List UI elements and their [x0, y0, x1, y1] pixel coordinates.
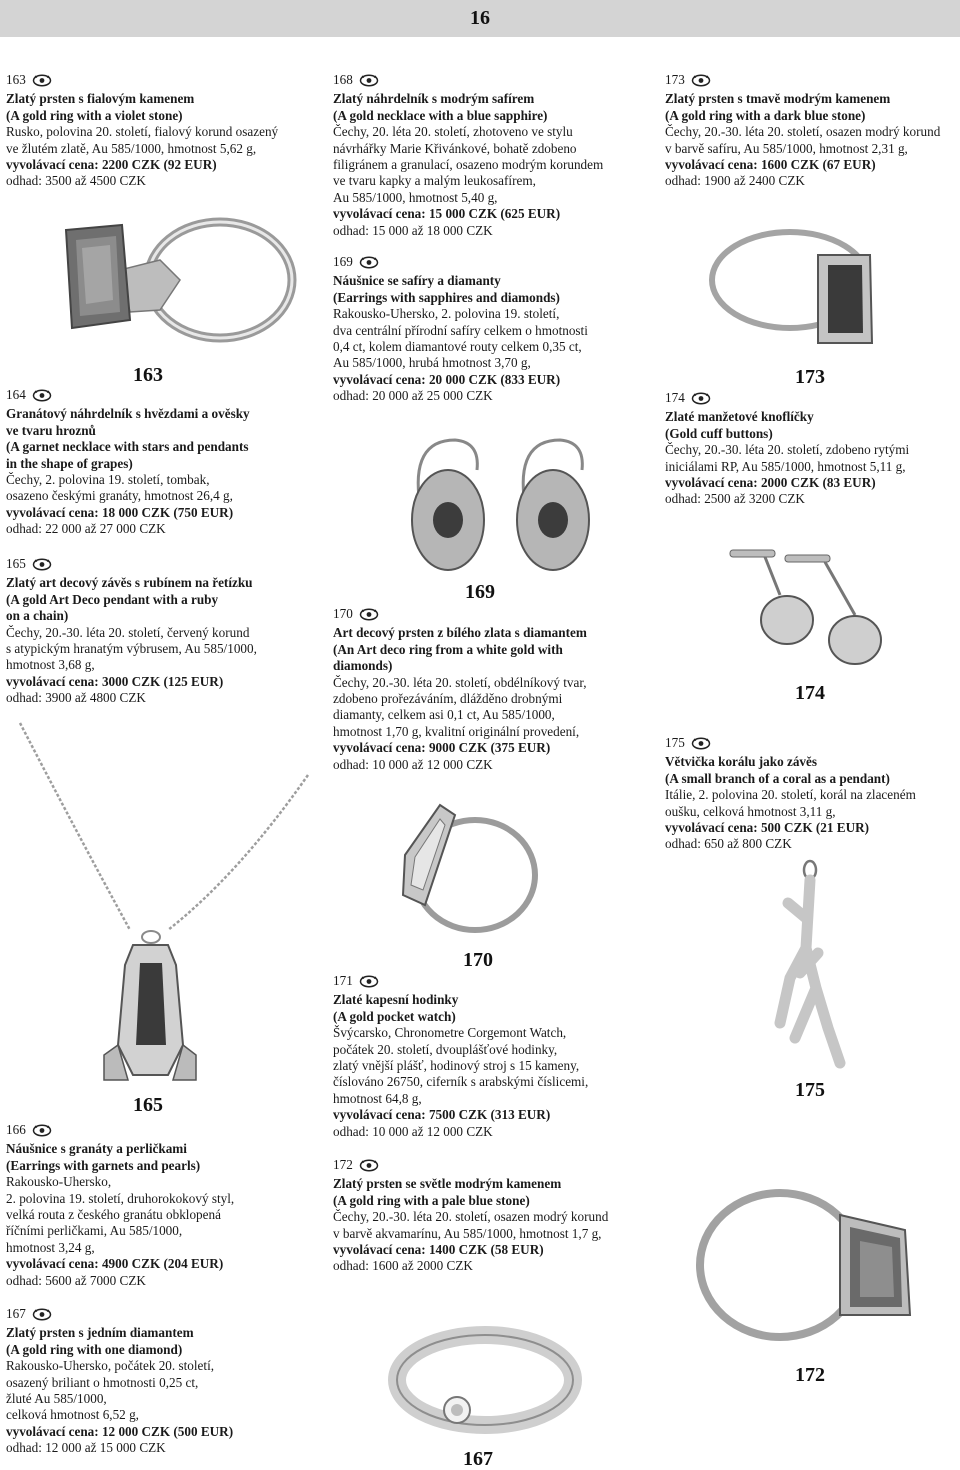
- lot-number: 163: [6, 72, 26, 87]
- lot-description-line: číslováno 26750, ciferník s arabskými číslicemi,: [333, 1074, 589, 1090]
- art-deco-ring-photo: [385, 795, 545, 945]
- art-deco-pendant-photo: [18, 715, 318, 1110]
- lot-description-line: Rusko, polovina 20. století, fialový korund osazený: [6, 124, 279, 140]
- sapphire-earrings-photo: [385, 410, 615, 585]
- eye-icon: [691, 737, 711, 754]
- lot-description-line: Rakousko-Uhersko, počátek 20. století,: [6, 1358, 215, 1374]
- lot-description-line: ve žlutém zlatě, Au 585/1000, hmotnost 5,62 g,: [6, 140, 257, 156]
- lot-description-line: počátek 20. století, dvouplášťové hodinky,: [333, 1041, 558, 1057]
- lot-header: [6, 556, 257, 575]
- lot-number: 167: [6, 1306, 26, 1321]
- lot-starting-price: vyvolávací cena: 9000 CZK (375 EUR): [333, 740, 551, 756]
- lot-174: [665, 390, 909, 508]
- lot-estimate: odhad: 5600 až 7000 CZK: [6, 1272, 146, 1288]
- lot-description-line: hmotnost 1,70 g, kvalitní originální provedení,: [333, 723, 580, 739]
- lot-number: 168: [333, 72, 353, 87]
- lot-number: 166: [6, 1122, 26, 1137]
- lot-description-line: v barvě akvamarínu, Au 585/1000, hmotnost 1,7 g,: [333, 1225, 602, 1241]
- lot-title-line: Zlaté manžetové knoflíčky: [665, 409, 814, 425]
- lot-title-line: (Earrings with sapphires and diamonds): [333, 289, 560, 305]
- lot-estimate: odhad: 12 000 až 15 000 CZK: [6, 1440, 166, 1456]
- lot-166: [6, 1122, 234, 1289]
- eye-icon: [359, 256, 379, 273]
- eye-icon: [32, 389, 52, 406]
- lot-description-line: hmotnost 3,24 g,: [6, 1239, 95, 1255]
- lot-169: [333, 254, 588, 405]
- eye-icon: [691, 74, 711, 91]
- lot-description-line: Čechy, 20.-30. léta 20. století, zdobeno rytými: [665, 442, 910, 458]
- lot-header: [6, 1306, 233, 1325]
- lot-description-line: Au 585/1000, hrubá hmotnost 3,70 g,: [333, 355, 531, 371]
- lot-estimate: odhad: 3900 až 4800 CZK: [6, 690, 146, 706]
- lot-number: 169: [333, 254, 353, 269]
- lot-168: [333, 72, 603, 239]
- lot-number: 175: [665, 735, 685, 750]
- lot-description-line: Čechy, 20.-30. léta 20. století, červený korund: [6, 624, 250, 640]
- lot-title-line: (A gold ring with a pale blue stone): [333, 1192, 530, 1208]
- lot-description-line: říčními perličkami, Au 585/1000,: [6, 1223, 183, 1239]
- lot-167: [6, 1306, 233, 1457]
- cuff-buttons-photo: [725, 540, 895, 670]
- lot-starting-price: vyvolávací cena: 2200 CZK (92 EUR): [6, 157, 217, 173]
- lot-estimate: odhad: 10 000 až 12 000 CZK: [333, 756, 493, 772]
- lot-estimate: odhad: 3500 až 4500 CZK: [6, 173, 146, 189]
- lot-title-line: Náušnice se safíry a diamanty: [333, 273, 501, 289]
- lot-description-line: s atypickým hranatým výbrusem, Au 585/1000,: [6, 641, 257, 657]
- lot-175: [665, 735, 916, 853]
- lot-description-line: Čechy, 20.-30. léta 20. století, osazen modrý korund: [665, 124, 941, 140]
- lot-estimate: odhad: 1600 až 2000 CZK: [333, 1258, 473, 1274]
- lot-description-line: žluté Au 585/1000,: [6, 1391, 107, 1407]
- eye-icon: [359, 74, 379, 91]
- lot-170: [333, 606, 587, 773]
- eye-icon: [32, 558, 52, 575]
- lot-description-line: 0,4 ct, kolem diamantové routy celkem 0,35 ct,: [333, 339, 582, 355]
- lot-title-line: Zlaté kapesní hodinky: [333, 992, 459, 1008]
- ring-dark-blue-stone-photo: [700, 215, 930, 355]
- lot-title-line: Art decový prsten z bílého zlata s diamantem: [333, 625, 587, 641]
- lot-title-line: (A gold Art Deco pendant with a ruby: [6, 591, 219, 607]
- lot-starting-price: vyvolávací cena: 18 000 CZK (750 EUR): [6, 504, 234, 520]
- lot-description-line: hmotnost 64,8 g,: [333, 1090, 422, 1106]
- lot-starting-price: vyvolávací cena: 12 000 CZK (500 EUR): [6, 1423, 234, 1439]
- lot-description-line: 2. polovina 19. století, druhorokokový styl,: [6, 1190, 235, 1206]
- lot-starting-price: vyvolávací cena: 1600 CZK (67 EUR): [665, 157, 876, 173]
- caption-172: 172: [795, 1364, 825, 1386]
- lot-title-line: (A gold ring with one diamond): [6, 1341, 183, 1357]
- lot-title-line: Zlatý prsten s fialovým kamenem: [6, 91, 195, 107]
- lot-header: [665, 72, 940, 91]
- lot-description-line: návrhářky Marie Křivánkové, bohatě zdobeno: [333, 140, 577, 156]
- lot-description-line: Au 585/1000, hmotnost 5,40 g,: [333, 189, 498, 205]
- lot-estimate: odhad: 2500 až 3200 CZK: [665, 491, 805, 507]
- lot-description-line: osazený briliant o hmotnosti 0,25 ct,: [6, 1374, 199, 1390]
- lot-172: [333, 1157, 608, 1275]
- lot-description-line: osazeno českými granáty, hmotnost 26,4 g,: [6, 488, 233, 504]
- lot-title-line: (A gold necklace with a blue sapphire): [333, 107, 548, 123]
- lot-description-line: ve tvaru kapky a malým leukosafírem,: [333, 173, 536, 189]
- lot-estimate: odhad: 1900 až 2400 CZK: [665, 173, 805, 189]
- caption-173: 173: [795, 366, 825, 388]
- eye-icon: [32, 74, 52, 91]
- lot-title-line: in the shape of grapes): [6, 455, 133, 471]
- lot-title-line: on a chain): [6, 608, 69, 624]
- caption-169: 169: [465, 581, 495, 603]
- lot-title-line: diamonds): [333, 658, 393, 674]
- ring-violet-stone-photo: [60, 200, 330, 370]
- lot-number: 170: [333, 606, 353, 621]
- lot-starting-price: vyvolávací cena: 3000 CZK (125 EUR): [6, 673, 224, 689]
- lot-starting-price: vyvolávací cena: 2000 CZK (83 EUR): [665, 475, 876, 491]
- lot-header: [333, 72, 603, 91]
- lot-starting-price: vyvolávací cena: 7500 CZK (313 EUR): [333, 1107, 551, 1123]
- lot-description-line: zlatý vnější plášť, hodinový stroj s 15 kameny,: [333, 1058, 580, 1074]
- lot-estimate: odhad: 20 000 až 25 000 CZK: [333, 388, 493, 404]
- lot-description-line: Rakousko-Uhersko, 2. polovina 19. století,: [333, 306, 560, 322]
- lot-starting-price: vyvolávací cena: 20 000 CZK (833 EUR): [333, 371, 561, 387]
- lot-starting-price: vyvolávací cena: 1400 CZK (58 EUR): [333, 1242, 544, 1258]
- lot-header: [665, 390, 909, 409]
- lot-title-line: Zlatý prsten se světle modrým kamenem: [333, 1176, 562, 1192]
- lot-description-line: Rakousko-Uhersko,: [6, 1174, 112, 1190]
- lot-description-line: Čechy, 20.-30. léta 20. století, osazen modrý korund: [333, 1209, 609, 1225]
- lot-description-line: iniciálami RP, Au 585/1000, hmotnost 5,11 g,: [665, 458, 906, 474]
- caption-163: 163: [133, 364, 163, 386]
- lot-173: [665, 72, 940, 190]
- lot-title-line: (Gold cuff buttons): [665, 425, 773, 441]
- lot-title-line: Granátový náhrdelník s hvězdami a ověsky: [6, 406, 250, 422]
- lot-163: [6, 72, 278, 190]
- lot-description-line: zdobeno prořezáváním, dlážděno drobnými: [333, 691, 563, 707]
- lot-title-line: (An Art deco ring from a white gold with: [333, 641, 563, 657]
- lot-description-line: velká routa z českého granátu obklopená: [6, 1207, 221, 1223]
- page-number: 16: [470, 7, 490, 29]
- lot-number: 165: [6, 556, 26, 571]
- lot-title-line: ve tvaru hroznů: [6, 422, 96, 438]
- lot-estimate: odhad: 650 až 800 CZK: [665, 836, 792, 852]
- lot-estimate: odhad: 22 000 až 27 000 CZK: [6, 521, 166, 537]
- caption-170: 170: [463, 949, 493, 971]
- eye-icon: [359, 1159, 379, 1176]
- lot-title-line: Větvička korálu jako závěs: [665, 754, 818, 770]
- lot-title-line: (A gold ring with a dark blue stone): [665, 107, 866, 123]
- eye-icon: [32, 1308, 52, 1325]
- lot-header: [333, 254, 588, 273]
- lot-title-line: Zlatý prsten s jedním diamantem: [6, 1325, 194, 1341]
- caption-174: 174: [795, 682, 825, 704]
- lot-starting-price: vyvolávací cena: 500 CZK (21 EUR): [665, 820, 870, 836]
- lot-title-line: Náušnice s granáty a perličkami: [6, 1141, 187, 1157]
- lot-description-line: oušku, celková hmotnost 3,11 g,: [665, 803, 836, 819]
- lot-title-line: (A gold pocket watch): [333, 1008, 456, 1024]
- lot-number: 172: [333, 1157, 353, 1172]
- lot-description-line: Čechy, 20. léta 20. století, zhotoveno ve stylu: [333, 124, 573, 140]
- lot-estimate: odhad: 15 000 až 18 000 CZK: [333, 222, 493, 238]
- lot-description-line: dva centrální přírodní safíry celkem o hmotnosti: [333, 322, 588, 338]
- lot-starting-price: vyvolávací cena: 15 000 CZK (625 EUR): [333, 206, 561, 222]
- lot-title-line: (A gold ring with a violet stone): [6, 107, 183, 123]
- lot-title-line: (Earrings with garnets and pearls): [6, 1157, 201, 1173]
- caption-167: 167: [463, 1448, 493, 1470]
- lot-description-line: Itálie, 2. polovina 20. století, korál na zlaceném: [665, 787, 916, 803]
- lot-title-line: (A small branch of a coral as a pendant): [665, 770, 890, 786]
- lot-number: 174: [665, 390, 685, 405]
- lot-header: [6, 72, 278, 91]
- lot-title-line: Zlatý art decový závěs s rubínem na řetízku: [6, 575, 253, 591]
- lot-header: [6, 1122, 234, 1141]
- lot-header: [665, 735, 916, 754]
- lot-171: [333, 973, 588, 1140]
- eye-icon: [359, 975, 379, 992]
- lot-164: [6, 387, 250, 538]
- eye-icon: [691, 392, 711, 409]
- lot-description-line: filigránem a granulací, osazeno modrým korundem: [333, 157, 604, 173]
- lot-description-line: Švýcarsko, Chronometre Corgemont Watch,: [333, 1025, 567, 1041]
- lot-header: [333, 973, 588, 992]
- lot-header: [333, 606, 587, 625]
- lot-title-line: Zlatý prsten s tmavě modrým kamenem: [665, 91, 891, 107]
- lot-estimate: odhad: 10 000 až 12 000 CZK: [333, 1123, 493, 1139]
- lot-number: 173: [665, 72, 685, 87]
- lot-description-line: hmotnost 3,68 g,: [6, 657, 95, 673]
- coral-branch-photo: [770, 858, 860, 1078]
- caption-165: 165: [133, 1094, 163, 1116]
- eye-icon: [32, 1124, 52, 1141]
- eye-icon: [359, 608, 379, 625]
- lot-description-line: Čechy, 2. polovina 19. století, tombak,: [6, 472, 210, 488]
- caption-175: 175: [795, 1079, 825, 1101]
- lot-description-line: v barvě safíru, Au 585/1000, hmotnost 2,31 g,: [665, 140, 908, 156]
- lot-description-line: celková hmotnost 6,52 g,: [6, 1407, 139, 1423]
- lot-165: [6, 556, 257, 707]
- diamond-ring-photo: [385, 1320, 585, 1450]
- lot-starting-price: vyvolávací cena: 4900 CZK (204 EUR): [6, 1256, 224, 1272]
- lot-title-line: (A garnet necklace with stars and pendants: [6, 439, 249, 455]
- lot-header: [333, 1157, 608, 1176]
- lot-number: 171: [333, 973, 353, 988]
- lot-description-line: Čechy, 20.-30. léta 20. století, obdélníkový tvar,: [333, 674, 587, 690]
- lot-description-line: diamanty, celkem asi 0,1 ct, Au 585/1000,: [333, 707, 555, 723]
- lot-number: 164: [6, 387, 26, 402]
- lot-title-line: Zlatý náhrdelník s modrým safírem: [333, 91, 535, 107]
- lot-header: [6, 387, 250, 406]
- ring-pale-blue-stone-photo: [690, 1175, 945, 1355]
